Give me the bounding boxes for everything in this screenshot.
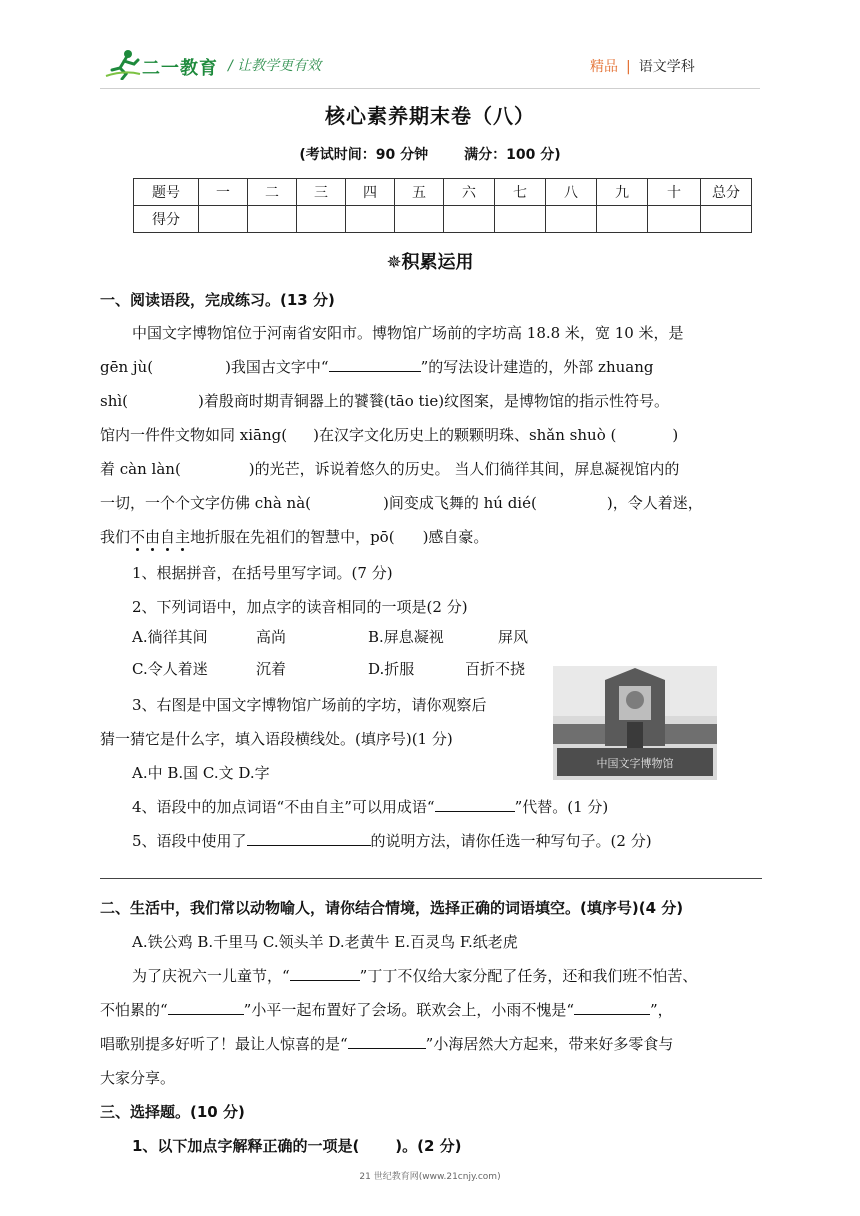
text-segment: ”丁丁不仅给大家分配了任务，还和我们班不怕苦、 xyxy=(359,967,698,985)
answer-blank[interactable] xyxy=(574,1000,650,1015)
score-table-header-row xyxy=(134,179,752,206)
q1-sub-2: 2、下列词语中，加点字的读音相同的一项是(2 分) xyxy=(132,598,468,616)
score-cell: 二 xyxy=(248,179,297,206)
option-d[interactable] xyxy=(368,658,414,679)
option-c[interactable] xyxy=(132,658,208,679)
tag-premium: 精品 xyxy=(590,59,618,75)
text-segment: 不怕累的“ xyxy=(100,1001,168,1019)
slogan: / 让教学更有效 xyxy=(228,58,322,74)
score-row-label: 得分 xyxy=(134,206,199,233)
q1-paragraph-line-4 xyxy=(100,424,678,445)
score-input-cell[interactable] xyxy=(648,206,701,233)
option-d-compare: 百折不挠 xyxy=(465,660,526,678)
pinyin-prompt: 着 càn làn( xyxy=(100,460,181,478)
option-c-word: C.令人着迷 xyxy=(132,660,208,678)
page-title: 核心素养期末卷（八） xyxy=(325,104,535,128)
score-table xyxy=(133,178,752,233)
option-b-word: B.屏息凝视 xyxy=(368,628,444,646)
q1-paragraph-line-6 xyxy=(100,492,703,513)
q1-paragraph-line-3 xyxy=(100,390,669,411)
museum-gate-photo xyxy=(553,666,717,780)
page-footer: 21 世纪教育网(www.21cnjy.com) xyxy=(359,1172,501,1182)
answer-blank[interactable] xyxy=(168,1000,244,1015)
text-segment: )，令人着迷， xyxy=(606,494,703,512)
score-cell: 一 xyxy=(199,179,248,206)
q2-line-3 xyxy=(100,1033,673,1054)
score-input-cell[interactable] xyxy=(346,206,395,233)
option-c-compare: 沉着 xyxy=(256,660,287,678)
text-segment: )感自豪。 xyxy=(422,528,489,546)
option-d-word: D.折服 xyxy=(368,660,415,678)
q1-paragraph-line-2 xyxy=(100,356,653,377)
text-segment: )。(2 分) xyxy=(395,1137,462,1155)
q1-sub-3-options: A.中 B.国 C.文 D.字 xyxy=(132,764,270,782)
text-segment: ”， xyxy=(650,1001,673,1019)
answer-blank[interactable] xyxy=(247,831,371,846)
dotted-char: 不 xyxy=(130,528,146,546)
dotted-char: 由 xyxy=(145,528,161,546)
score-cell: 十 xyxy=(648,179,701,206)
photo-caption: 中国文字博物馆 xyxy=(596,757,674,770)
text-segment: 为了庆祝六一儿童节，“ xyxy=(132,967,290,985)
score-cell: 六 xyxy=(444,179,495,206)
section-heading: ✵积累运用 xyxy=(386,252,474,273)
q1-paragraph-line-7 xyxy=(100,526,488,547)
option-a[interactable] xyxy=(132,626,208,647)
score-input-cell[interactable] xyxy=(297,206,346,233)
score-input-cell[interactable] xyxy=(597,206,648,233)
score-input-cell[interactable] xyxy=(248,206,297,233)
pinyin-prompt: 馆内一件件文物如同 xiāng( xyxy=(100,426,288,444)
text-segment: ”代替。(1 分) xyxy=(514,798,609,816)
section-divider xyxy=(100,878,762,879)
option-b[interactable] xyxy=(368,626,444,647)
text-segment: 的说明方法，请你任选一种写句子。(2 分) xyxy=(370,832,652,850)
text-segment: ) xyxy=(672,426,679,444)
q1-heading: 一、阅读语段，完成练习。(13 分) xyxy=(100,291,335,309)
option-b-compare: 屏风 xyxy=(498,628,529,646)
q2-options: A.铁公鸡 B.千里马 C.领头羊 D.老黄牛 E.百灵鸟 F.纸老虎 xyxy=(132,933,518,951)
q1-paragraph-line-5 xyxy=(100,458,679,479)
text-segment: ”小平一起布置好了会场。联欢会上，小雨不愧是“ xyxy=(243,1001,575,1019)
answer-blank[interactable] xyxy=(348,1034,426,1049)
pinyin-prompt: )在汉字文化历史上的颗颗明珠、shǎn shuò ( xyxy=(313,426,617,444)
score-cell: 五 xyxy=(395,179,444,206)
score-input-cell[interactable] xyxy=(701,206,752,233)
q1-sub-3-line-2: 猜一猜它是什么字，填入语段横线处。(填序号)(1 分) xyxy=(100,730,453,748)
dotted-char: 自 xyxy=(160,528,176,546)
dotted-char: 主 xyxy=(175,528,191,546)
score-input-cell[interactable] xyxy=(495,206,546,233)
score-cell: 八 xyxy=(546,179,597,206)
pinyin-prompt: 一切，一个个文字仿佛 chà nà( xyxy=(100,494,311,512)
text-segment: 1、以下加点字解释正确的一项是( xyxy=(132,1137,360,1155)
text-segment: )我国古文字中“ xyxy=(225,358,329,376)
dotted-phrase xyxy=(130,528,190,546)
score-input-cell[interactable] xyxy=(199,206,248,233)
q3-sub-1 xyxy=(132,1135,462,1156)
score-input-cell[interactable] xyxy=(444,206,495,233)
pinyin-prompt: shì( xyxy=(100,392,129,410)
score-cell: 总分 xyxy=(701,179,752,206)
tag-separator: | xyxy=(626,59,631,75)
answer-blank[interactable] xyxy=(329,357,421,372)
score-cell: 九 xyxy=(597,179,648,206)
q3-heading: 三、选择题。(10 分) xyxy=(100,1103,245,1121)
text-segment: 5、语段中使用了 xyxy=(132,832,247,850)
exam-info xyxy=(0,144,860,164)
q2-line-2 xyxy=(100,999,673,1020)
q2-line-1 xyxy=(132,965,697,986)
pinyin-prompt: gēn jù( xyxy=(100,358,154,376)
text-segment: )着殷商时期青铜器上的饕餮(tāo tie)纹图案，是博物馆的指示性符号。 xyxy=(198,392,670,410)
header-tag xyxy=(590,56,695,76)
tag-subject: 语文学科 xyxy=(638,59,695,75)
score-cell: 题号 xyxy=(134,179,199,206)
text-segment: 我们 xyxy=(100,528,131,546)
text-segment: 唱歌别提多好听了！最让人惊喜的是“ xyxy=(100,1035,348,1053)
q1-sub-3-line-1: 3、右图是中国文字博物馆广场前的字坊，请你观察后 xyxy=(132,696,487,714)
pinyin-prompt: )间变成飞舞的 hú dié( xyxy=(383,494,537,512)
q1-paragraph-line-1: 中国文字博物馆位于河南省安阳市。博物馆广场前的字坊高 18.8 米，宽 10 米，是 xyxy=(132,324,684,342)
score-cell: 七 xyxy=(495,179,546,206)
text-segment: ”小海居然大方起来，带来好多零食与 xyxy=(425,1035,674,1053)
score-table-score-row xyxy=(134,206,752,233)
exam-time: (考试时间：90 分钟 xyxy=(299,147,429,163)
option-a-compare: 高尚 xyxy=(256,628,287,646)
logo-text: 二一教育 xyxy=(142,58,218,79)
option-a-word: A.徜徉其间 xyxy=(132,628,208,646)
answer-blank[interactable] xyxy=(435,797,515,812)
q1-sub-4 xyxy=(132,796,608,817)
text-segment: 地折服在先祖们的智慧中，pō( xyxy=(190,528,395,546)
text-segment: )的光芒，诉说着悠久的历史。 当人们徜徉其间，屏息凝视馆内的 xyxy=(248,460,680,478)
score-input-cell[interactable] xyxy=(546,206,597,233)
score-cell: 四 xyxy=(346,179,395,206)
exam-total: 满分：100 分) xyxy=(464,147,561,163)
q1-sub-5 xyxy=(132,830,652,851)
q1-sub-1: 1、根据拼音，在括号里写字词。(7 分) xyxy=(132,564,393,582)
text-segment: ”的写法设计建造的，外部 zhuang xyxy=(420,358,654,376)
answer-blank[interactable] xyxy=(290,966,360,981)
text-segment: 4、语段中的加点词语“不由自主”可以用成语“ xyxy=(132,798,435,816)
q2-heading: 二、生活中，我们常以动物喻人，请你结合情境，选择正确的词语填空。(填序号)(4 分) xyxy=(100,899,684,917)
q2-line-4: 大家分享。 xyxy=(100,1069,176,1087)
header-divider xyxy=(100,88,760,89)
score-input-cell[interactable] xyxy=(395,206,444,233)
score-cell: 三 xyxy=(297,179,346,206)
